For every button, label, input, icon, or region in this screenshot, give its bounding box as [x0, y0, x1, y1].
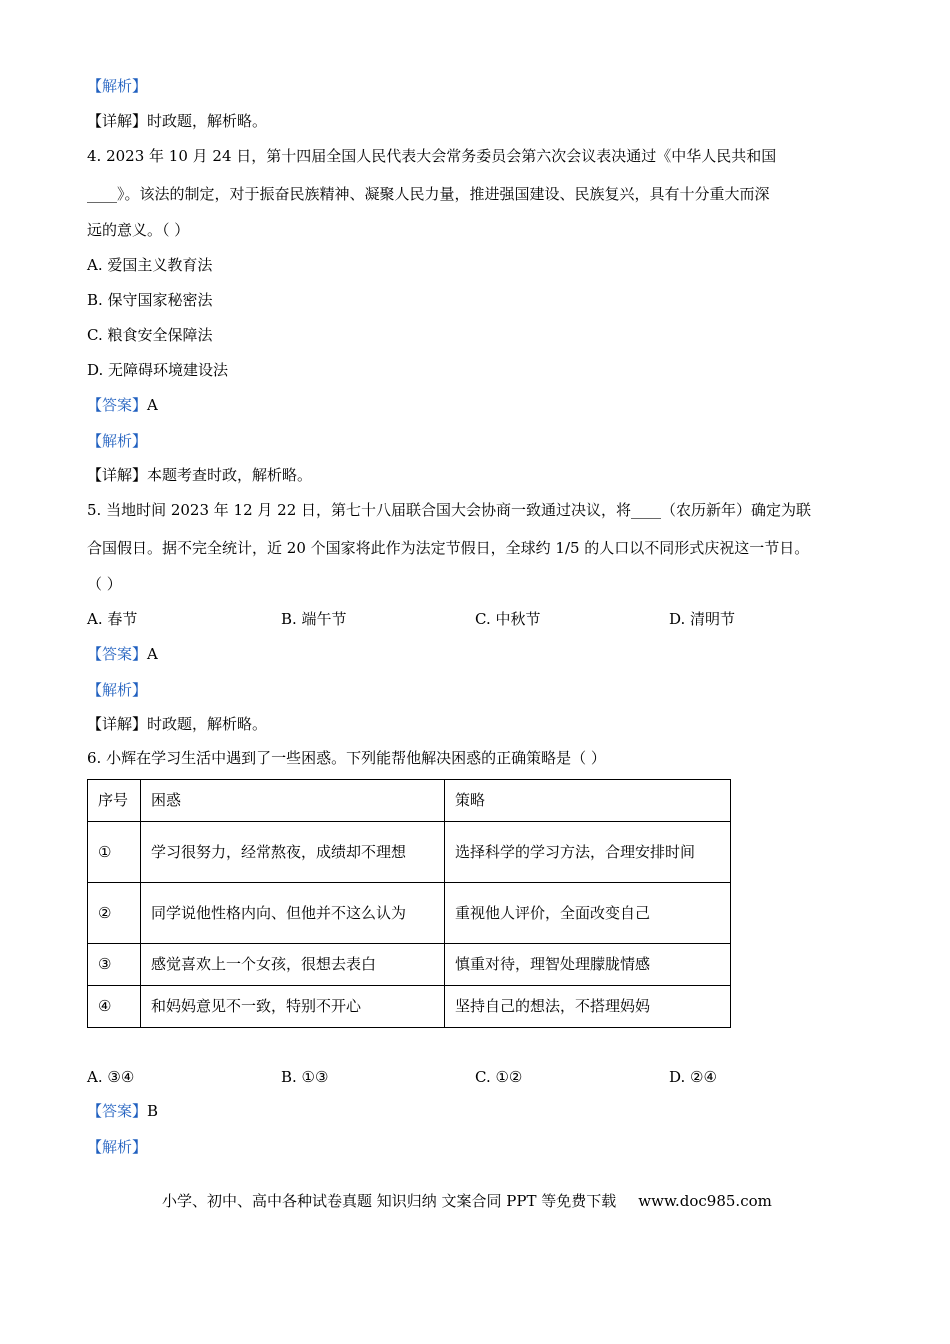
footer-text: 小学、初中、高中各种试卷真题 知识归纳 文案合同 PPT 等免费下载 [162, 1192, 617, 1210]
header-cell-confusion: 困惑 [141, 780, 445, 822]
detail-label: 【详解】 [87, 466, 148, 484]
table-row [88, 883, 731, 944]
q4-option-d: D. 无障碍环境建设法 [87, 361, 229, 379]
q5-option-d: D. 清明节 [669, 610, 736, 628]
q6-option-d: D. ②④ [669, 1068, 717, 1086]
q6-table [87, 779, 731, 1028]
detail-text: 本题考查时政，解析略。 [147, 466, 313, 484]
q5-analysis-label: 【解析】 [87, 681, 148, 699]
q5-stem-line2: 合国假日。据不完全统计，近 20 个国家将此作为法定节假日，全球约 1/5 的人口以不同形式庆祝这一节日。 [87, 539, 810, 557]
row-index-cell: ④ [88, 986, 141, 1028]
answer-label: 【答案】 [87, 396, 148, 414]
q4-answer-line [87, 395, 158, 415]
row-strategy-cell: 坚持自己的想法，不搭理妈妈 [445, 986, 731, 1028]
q4-option-c: C. 粮食安全保障法 [87, 326, 213, 344]
table-header-row [88, 780, 731, 822]
q4-detail-line [87, 465, 312, 485]
row-index-cell: ③ [88, 944, 141, 986]
row-index-cell: ② [88, 883, 141, 944]
row-strategy-cell: 慎重对待，理智处理朦胧情感 [445, 944, 731, 986]
row-index-cell: ① [88, 822, 141, 883]
q4-option-b: B. 保守国家秘密法 [87, 291, 213, 309]
q5-stem-line1: 5. 当地时间 2023 年 12 月 22 日，第七十八届联合国大会协商一致通过决议，将____（农历新年）确定为联 [87, 501, 812, 519]
detail-text: 时政题，解析略。 [147, 112, 268, 130]
answer-label: 【答案】 [87, 1102, 148, 1120]
table-row [88, 944, 731, 986]
q4-stem-line2: ____》。该法的制定，对于振奋民族精神、凝聚人民力量，推进强国建设、民族复兴，具有十分重大而深 [87, 185, 770, 203]
table-row [88, 986, 731, 1028]
q5-option-b: B. 端午节 [281, 610, 347, 628]
answer-value: B [147, 1102, 159, 1120]
row-confusion-cell: 和妈妈意见不一致，特别不开心 [141, 986, 445, 1028]
q5-detail-line [87, 714, 267, 734]
q6-option-c: C. ①② [475, 1068, 523, 1086]
q5-answer-line [87, 644, 158, 664]
footer-url: www.doc985.com [638, 1192, 772, 1210]
detail-label: 【详解】 [87, 112, 148, 130]
q6-option-a: A. ③④ [87, 1068, 135, 1086]
answer-label: 【答案】 [87, 645, 148, 663]
detail-text: 时政题，解析略。 [147, 715, 268, 733]
q5-stem-line3: （ ） [87, 575, 122, 593]
answer-value: A [147, 645, 158, 663]
detail-line [87, 111, 267, 131]
answer-value: A [147, 396, 158, 414]
row-confusion-cell: 同学说他性格内向、但他并不这么认为 [141, 883, 445, 944]
q5-option-a: A. 春节 [87, 610, 138, 628]
row-strategy-cell: 重视他人评价，全面改变自己 [445, 883, 731, 944]
header-cell-strategy: 策略 [445, 780, 731, 822]
analysis-label: 【解析】 [87, 77, 148, 95]
row-confusion-cell: 感觉喜欢上一个女孩，很想去表白 [141, 944, 445, 986]
q6-stem: 6. 小辉在学习生活中遇到了一些困惑。下列能帮他解决困惑的正确策略是（ ） [87, 749, 606, 767]
header-cell-index: 序号 [88, 780, 141, 822]
q6-option-b: B. ①③ [281, 1068, 329, 1086]
page-footer [162, 1191, 772, 1211]
detail-label: 【详解】 [87, 715, 148, 733]
q4-stem-line1: 4. 2023 年 10 月 24 日，第十四届全国人民代表大会常务委员会第六次会议表决通过《中华人民共和国 [87, 147, 777, 165]
q4-option-a: A. 爱国主义教育法 [87, 256, 213, 274]
q4-analysis-label: 【解析】 [87, 432, 148, 450]
table-row [88, 822, 731, 883]
row-strategy-cell: 选择科学的学习方法，合理安排时间 [445, 822, 731, 883]
row-confusion-cell: 学习很努力，经常熬夜，成绩却不理想 [141, 822, 445, 883]
q4-stem-line3: 远的意义。（ ） [87, 221, 190, 239]
q6-answer-line [87, 1101, 158, 1121]
q5-option-c: C. 中秋节 [475, 610, 541, 628]
q6-analysis-label: 【解析】 [87, 1138, 148, 1156]
